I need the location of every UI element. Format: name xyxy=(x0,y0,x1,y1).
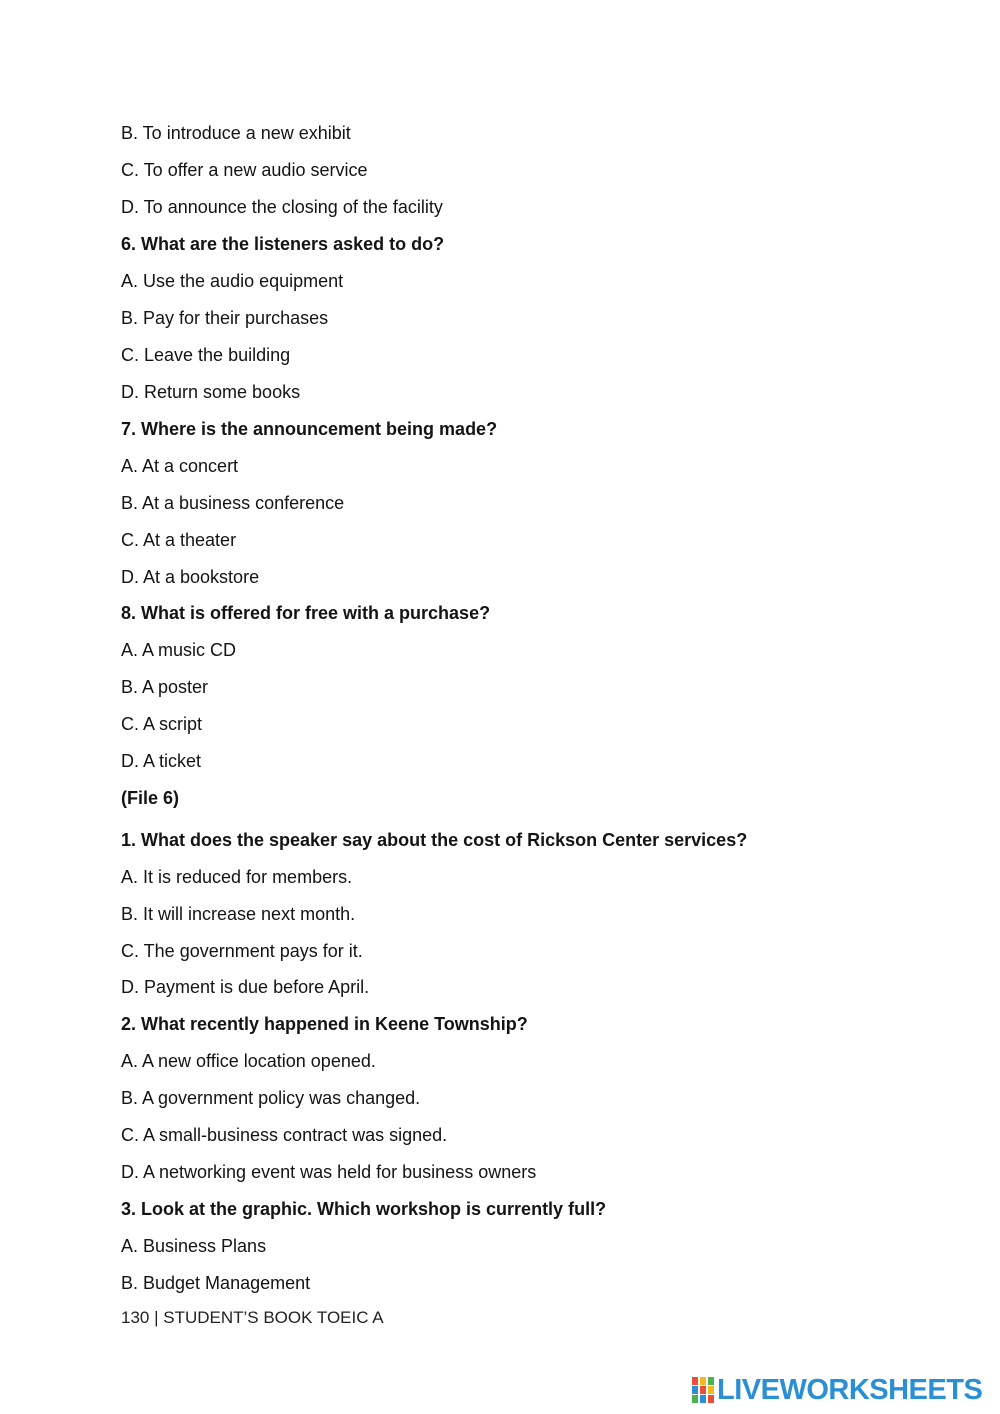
answer-option: B. A government policy was changed. xyxy=(121,1088,421,1108)
question-heading: 7. Where is the announcement being made? xyxy=(121,419,498,439)
answer-option: C. A small-business contract was signed. xyxy=(121,1125,448,1145)
answer-option: C. A script xyxy=(121,714,203,734)
answer-option: D. A networking event was held for business owners xyxy=(121,1162,537,1182)
answer-option: B. At a business conference xyxy=(121,493,345,513)
liveworksheets-icon xyxy=(692,1377,714,1403)
answer-option: B. Budget Management xyxy=(121,1273,311,1293)
answer-option: D. A ticket xyxy=(121,751,202,771)
answer-option: D. At a bookstore xyxy=(121,567,260,587)
answer-option: C. To offer a new audio service xyxy=(121,160,368,180)
answer-option: A. Use the audio equipment xyxy=(121,271,344,291)
answer-option: B. A poster xyxy=(121,677,209,697)
answer-option: B. It will increase next month. xyxy=(121,904,356,924)
answer-option: B. Pay for their purchases xyxy=(121,308,329,328)
answer-option: A. A music CD xyxy=(121,640,237,660)
liveworksheets-logo[interactable] xyxy=(692,1372,982,1408)
answer-option: C. The government pays for it. xyxy=(121,941,363,961)
answer-option: C. At a theater xyxy=(121,530,237,550)
answer-option: B. To introduce a new exhibit xyxy=(121,123,351,143)
answer-option: D. Return some books xyxy=(121,382,301,402)
section-heading: (File 6) xyxy=(121,788,180,808)
answer-option: A. It is reduced for members. xyxy=(121,867,353,887)
answer-option: A. Business Plans xyxy=(121,1236,267,1256)
answer-option: D. To announce the closing of the facility xyxy=(121,197,443,217)
answer-option: C. Leave the building xyxy=(121,345,291,365)
question-heading: 1. What does the speaker say about the cost of Rickson Center services? xyxy=(121,830,748,850)
page-footer: 130 | STUDENT’S BOOK TOEIC A xyxy=(121,1308,384,1327)
answer-option: D. Payment is due before April. xyxy=(121,977,370,997)
question-heading: 3. Look at the graphic. Which workshop is currently full? xyxy=(121,1199,607,1219)
answer-option: A. A new office location opened. xyxy=(121,1051,376,1071)
answer-option: A. At a concert xyxy=(121,456,239,476)
question-heading: 8. What is offered for free with a purchase? xyxy=(121,603,491,623)
liveworksheets-wordmark: LIVEWORKSHEETS xyxy=(717,1374,983,1406)
question-heading: 2. What recently happened in Keene Township? xyxy=(121,1014,528,1034)
question-heading: 6. What are the listeners asked to do? xyxy=(121,234,445,254)
